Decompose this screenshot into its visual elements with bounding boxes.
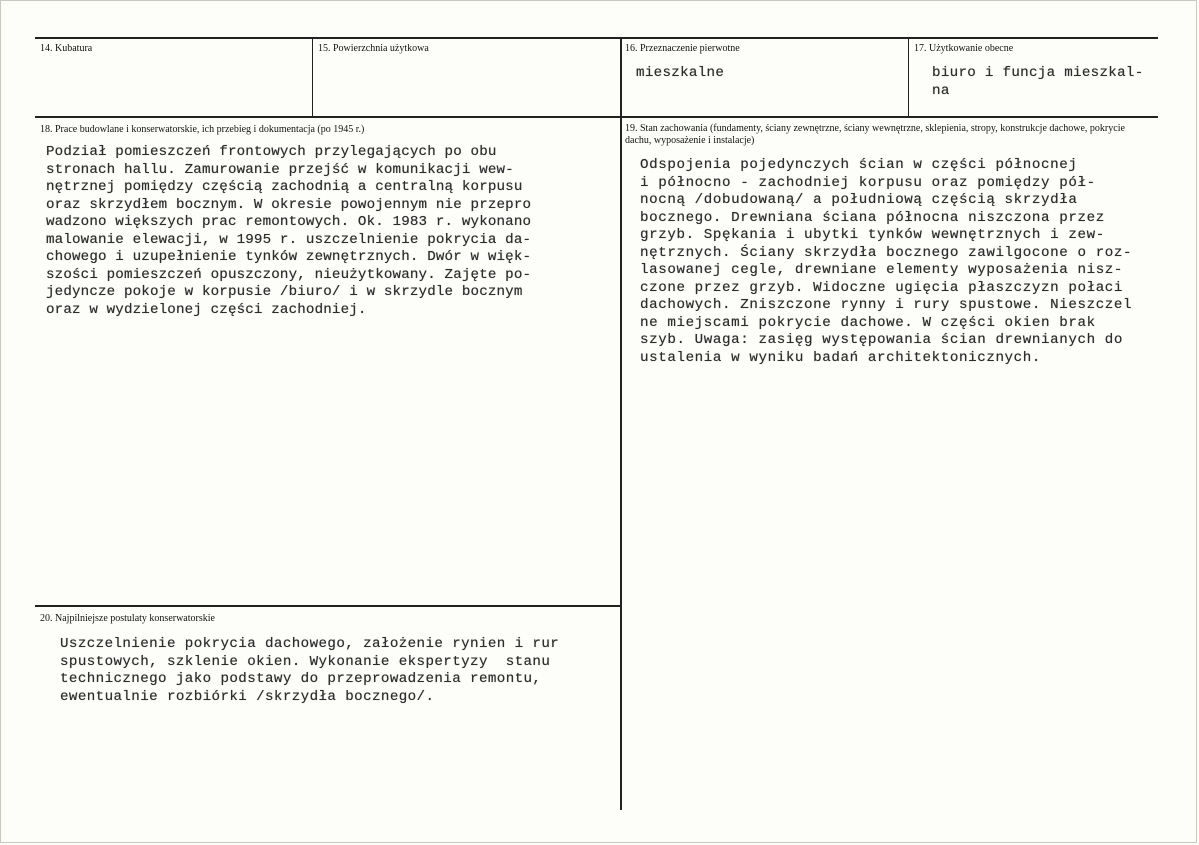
field-20-label: 20. Najpilniejsze postulaty konserwatorskie <box>40 613 215 624</box>
field-15-label: 15. Powierzchnia użytkowa <box>318 43 429 54</box>
row-divider-2 <box>35 605 622 607</box>
col-divider-b <box>620 37 622 810</box>
field-19-value: Odspojenia pojedynczych ścian w części północnej i północno - zachodniej korpusu oraz pomiędzy pół- nocną /dobudowaną/ a południową częścią skrzydła bocznego. Drewniana ściana północna niszczona przez grzyb. Spękania i ubytki tynków wewnętrznych i zew- nętrznych. Ściany skrzydła bocznego zawilgocone o roz- lasowanej cegle, drewniane elementy wyposażenia nisz- czone przez grzyb. Widoczne ugięcia płaszczyzn połaci dachowych. Zniszczone rynny i rury spustowe. Nieszczel ne miejscami pokrycie dachowe. W części okien brak szyb. Uwaga: zasięg występowania ścian drewnianych do ustalenia w wyniku badań architektonicznych. <box>640 157 1133 366</box>
top-rule <box>35 37 1158 39</box>
col-divider-a <box>312 37 313 117</box>
field-19-label: 19. Stan zachowania (fundamenty, ściany zewnętrzne, ściany wewnętrzne, sklepienia, stropy, konstrukcje dachowe, pokrycie dachu, wyposażenie i instalacje) <box>625 123 1125 146</box>
field-17-value: biuro i funcja mieszkal- na <box>932 65 1144 99</box>
field-20-value: Uszczelnienie pokrycia dachowego, założenie rynien i rur spustowych, szklenie okien. Wykonanie ekspertyzy stanu technicznego jako podstawy do przeprowadzenia remontu, ewentualnie rozbiórki /skrzydła bocznego/. <box>60 636 560 705</box>
col-divider-c <box>908 37 909 117</box>
field-17-label: 17. Użytkowanie obecne <box>914 43 1014 54</box>
field-16-label: 16. Przeznaczenie pierwotne <box>625 43 740 54</box>
field-16-value: mieszkalne <box>636 65 725 81</box>
field-18-label: 18. Prace budowlane i konserwatorskie, ich przebieg i dokumentacja (po 1945 r.) <box>40 124 365 135</box>
row-divider-1 <box>35 116 1158 118</box>
field-18-value: Podział pomieszczeń frontowych przylegających po obu stronach hallu. Zamurowanie przejść w komunikacji wew- nętrznej pomiędzy częścią zachodnią a centralną korpusu oraz skrzydłem bocznym. W okresie powojennym nie przepro wadzono większych prac remontowych. Ok. 1983 r. wykonano malowanie elewacji, w 1995 r. uszczelnienie pokrycia da- chowego i uzupełnienie tynków zewnętrznych. Dwór w więk- szości pomieszczeń opuszczony, nieużytkowany. Zajęte po- jedyncze pokoje w korpusie /biuro/ i w skrzydle bocznym oraz w wydzielonej części zachodniej. <box>46 144 532 318</box>
field-14-label: 14. Kubatura <box>40 43 93 54</box>
